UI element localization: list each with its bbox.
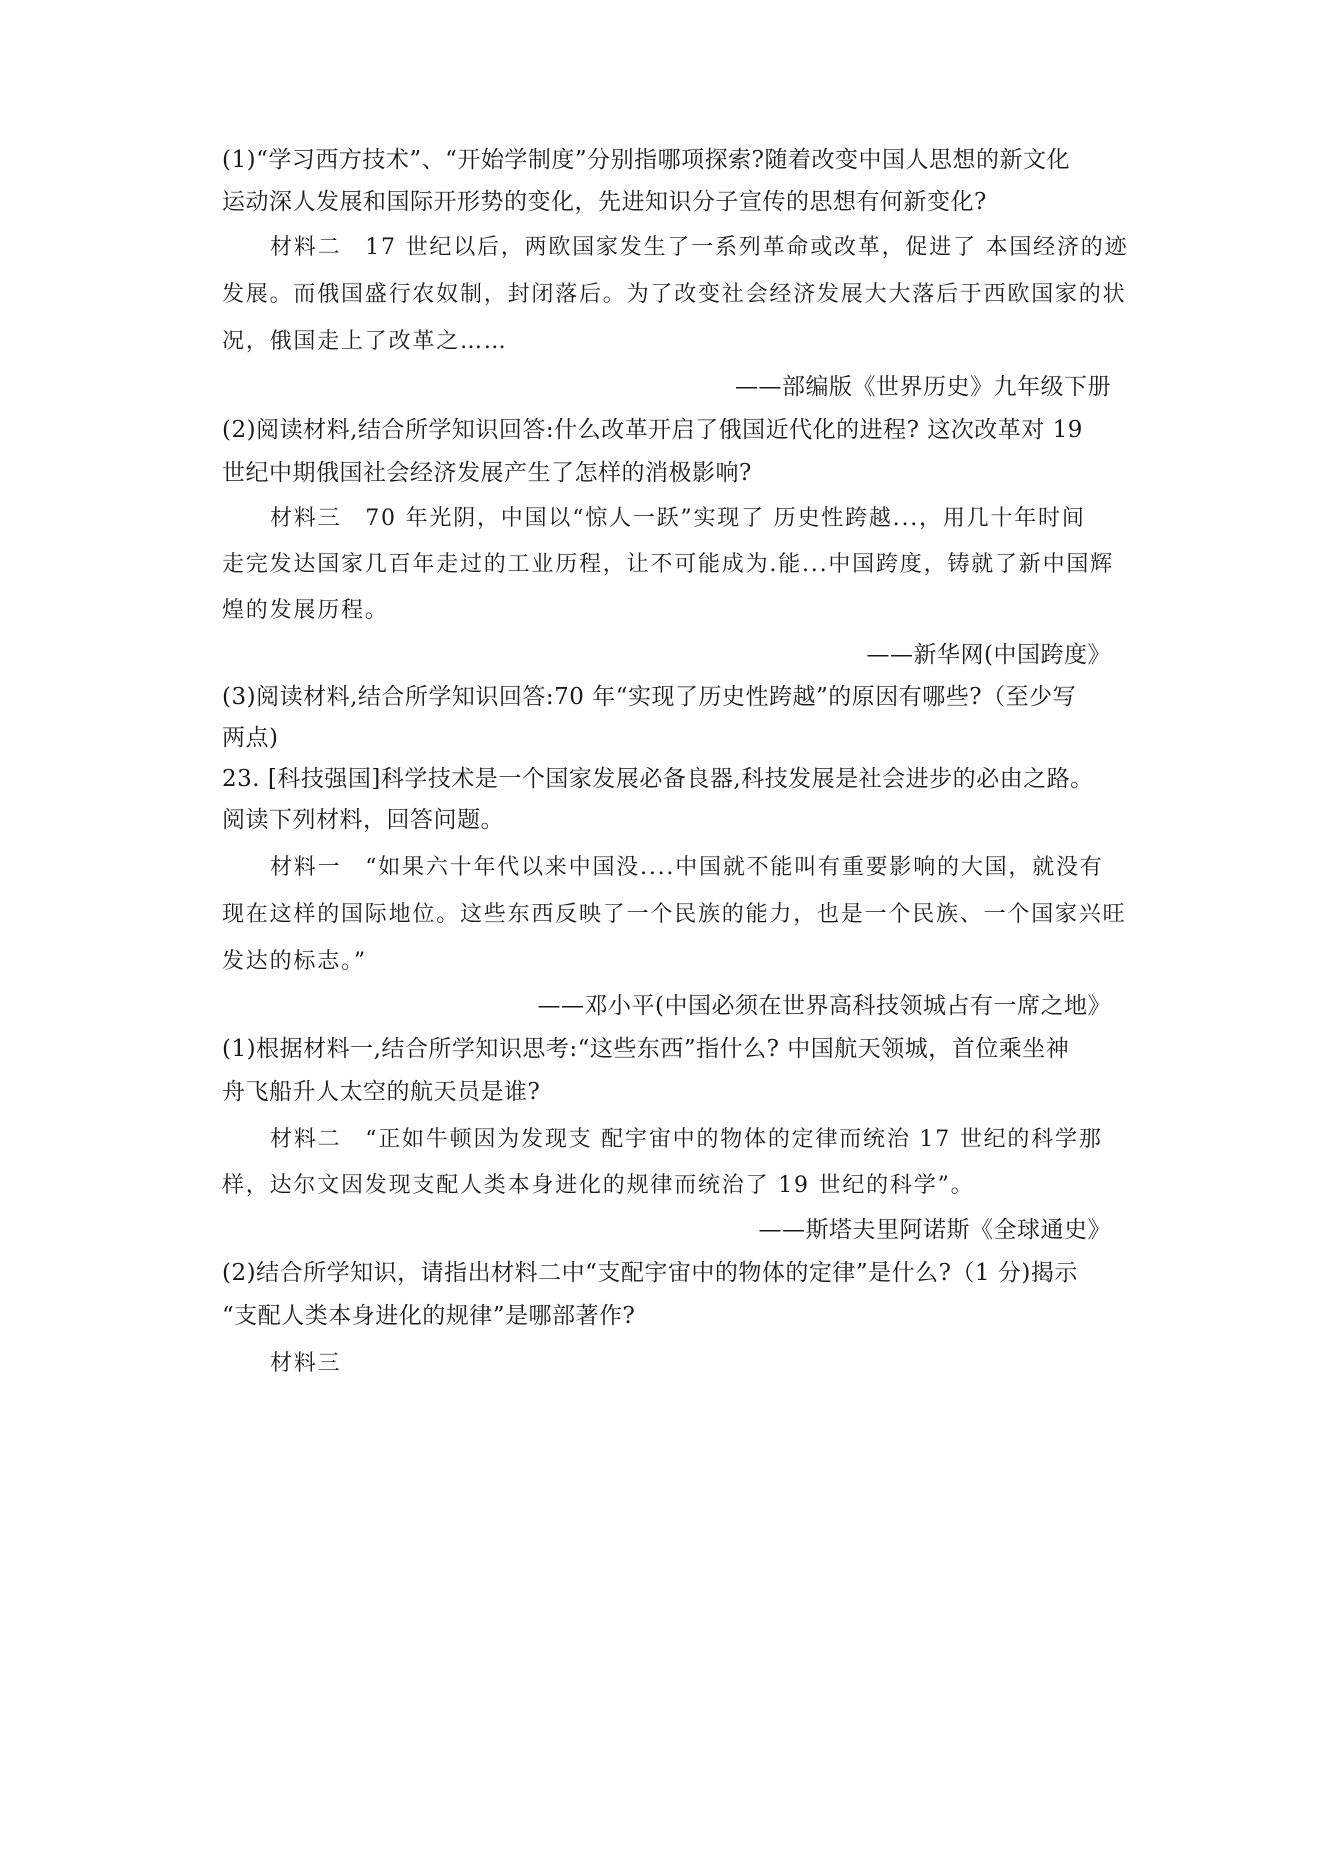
question-text-line: 两点) (222, 725, 279, 751)
material-source: ——新华网(中国跨度》 (866, 642, 1111, 668)
material-source: ——邓小平(中国必须在世界高科技领城占有一席之地》 (537, 993, 1111, 1019)
question-text-line: 阅读下列材料，回答问题。 (222, 807, 504, 833)
material-text-line: 现在这样的国际地位。这些东西反映了一个民族的能力，也是一个民族、一个国家兴旺 (222, 902, 1127, 927)
material-text-line: 煌的发展历程。 (222, 598, 389, 623)
material-text-line: 材料一 “如果六十年代以来中国没....中国就不能叫有重要影响的大国，就没有 (270, 855, 1104, 880)
material-text-line: 样，达尔文因发现支配人类本身进化的规律而统治了 19 世纪的科学”。 (222, 1173, 975, 1198)
material-text-line: 走完发达国家几百年走过的工业历程，让不可能成为.能...中国跨度，铸就了新中国辉 (222, 552, 1114, 577)
question-text-line: (2)阅读材料,结合所学知识回答:什么改革开启了俄国近代化的进程? 这次改革对 19 (222, 417, 1083, 443)
question-text-line: (3)阅读材料,结合所学知识回答:70 年“实现了历史性跨越”的原因有哪些?（至少写 (222, 684, 1077, 710)
material-text-line: 发展。而俄国盛行农奴制，封闭落后。为了改变社会经济发展大大落后于西欧国家的状 (222, 282, 1127, 307)
material-text-line: 材料三 70 年光阴，中国以“惊人一跃”实现了 历史性跨越...，用几十年时间 (270, 506, 1086, 531)
material-text-line: 况，俄国走上了改革之…… (222, 329, 508, 354)
material-source: ——部编版《世界历史》九年级下册 (735, 374, 1111, 400)
question-text-line: (1)根据材料一,结合所学知识思考:“这些东西”指什么? 中国航天领城，首位乘坐神 (222, 1036, 1070, 1062)
material-text-line: 材料二 17 世纪以后，两欧国家发生了一系列革命或改革，促进了 本国经济的迹 (270, 235, 1129, 260)
question-text-line: “支配人类本身进化的规律”是哪部著作? (222, 1303, 636, 1329)
question-text-line: 世纪中期俄国社会经济发展产生了怎样的消极影响? (222, 460, 752, 486)
question-heading: 23. [科技强国]科学技术是一个国家发展必备良器,科技发展是社会进步的必由之路。 (222, 766, 1094, 792)
question-text-line: 运动深人发展和国际开形势的变化，先进知识分子宣传的思想有何新变化? (222, 189, 987, 215)
material-text-line: 材料三 (270, 1351, 342, 1376)
question-text-line: 舟飞船升人太空的航天员是谁? (222, 1079, 541, 1105)
question-text-line: (1)“学习西方技术”、“开始学制度”分别指哪项探索?随着改变中国人思想的新文化 (222, 147, 1070, 173)
material-source: ——斯塔夫里阿诺斯《全球通史》 (758, 1217, 1111, 1243)
material-text-line: 发达的标志。” (222, 949, 367, 974)
question-text-line: (2)结合所学知识，请指出材料二中“支配宇宙中的物体的定律”是什么?（1 分)揭示 (222, 1260, 1078, 1286)
material-text-line: 材料二 “正如牛顿因为发现支 配宇宙中的物体的定律而统治 17 世纪的科学那 (270, 1127, 1103, 1152)
